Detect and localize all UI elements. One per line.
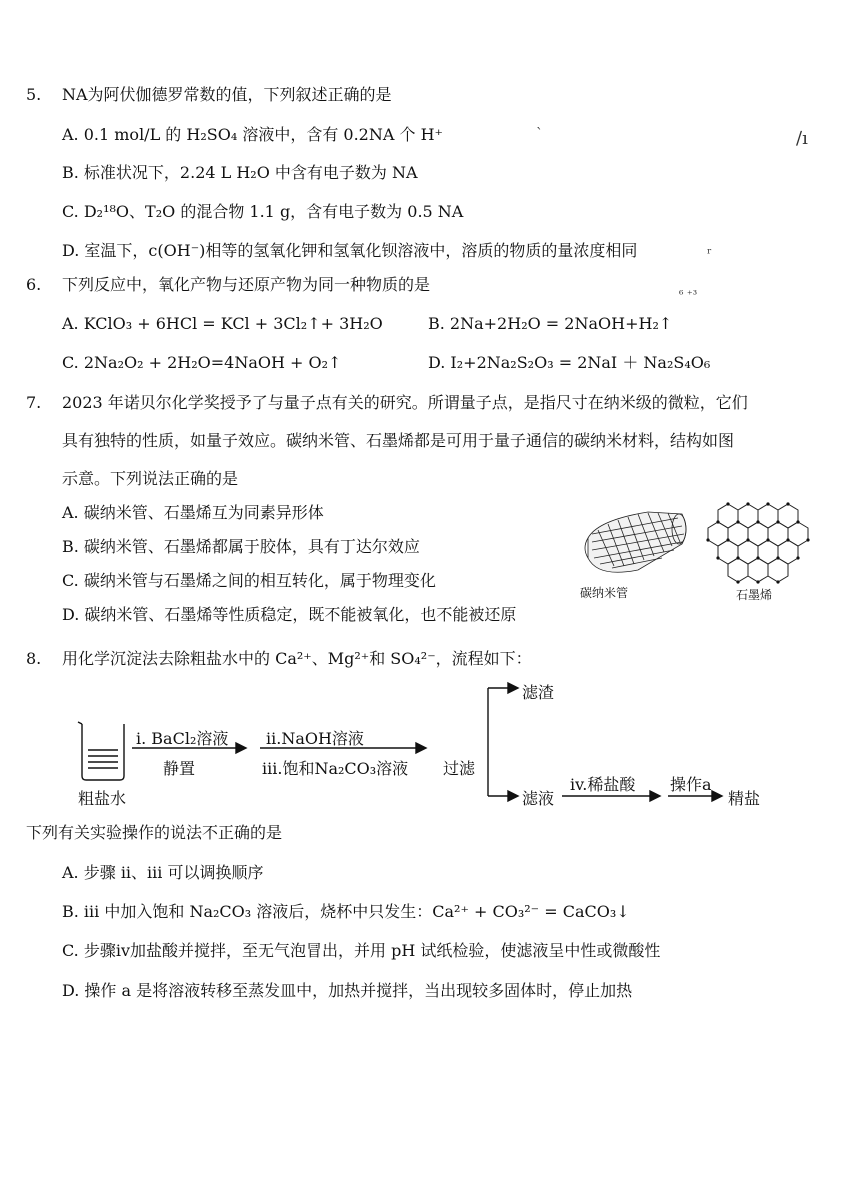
graphene-label: 石墨烯	[736, 588, 773, 602]
q8-option-c: C. 步骤iv加盐酸并搅拌，至无气泡冒出，并用 pH 试纸检验，使滤液呈中性或微酸性	[62, 941, 661, 960]
q5-option-a: A. 0.1 mol/L 的 H₂SO₄ 溶液中，含有 0.2NA 个 H⁺	[62, 125, 443, 144]
flow-filter: 过滤	[443, 759, 476, 778]
q8-option-b: B. iii 中加入饱和 Na₂CO₃ 溶液后，烧杯中只发生：Ca²⁺ + CO₃²⁻ = CaCO₃↓	[62, 902, 630, 921]
flow-filtrate: 滤液	[522, 789, 555, 808]
q7-stem-line-2: 具有独特的性质，如量子效应。碳纳米管、石墨烯都是可用于量子通信的碳纳米材料，结构如图	[62, 431, 735, 450]
handwritten-mark: ˋ	[536, 126, 543, 142]
flow-residue: 滤渣	[522, 683, 555, 702]
q6-option-d: D. I₂+2Na₂S₂O₃ = 2NaI ＋ Na₂S₄O₆	[428, 353, 711, 372]
q5-number: 5.	[26, 85, 42, 104]
handwritten-mark: ⁶ ⁺³	[679, 288, 698, 301]
flow-step1-bottom: 静置	[163, 759, 196, 778]
q6-number: 6.	[26, 275, 42, 294]
q6-stem: 下列反应中，氧化产物与还原产物为同一种物质的是	[62, 275, 431, 294]
q8-stem: 用化学沉淀法去除粗盐水中的 Ca²⁺、Mg²⁺和 SO₄²⁻，流程如下：	[62, 649, 532, 668]
q7-number: 7.	[26, 393, 42, 412]
q8-number: 8.	[26, 649, 42, 668]
flow-step2-bottom: iii.饱和Na₂CO₃溶液	[262, 759, 409, 778]
flow-step4: iv.稀盐酸	[570, 775, 636, 794]
q7-option-d: D. 碳纳米管、石墨烯等性质稳定，既不能被氧化，也不能被还原	[62, 605, 517, 624]
q7-option-c: C. 碳纳米管与石墨烯之间的相互转化，属于物理变化	[62, 571, 436, 590]
flow-start: 粗盐水	[78, 789, 127, 808]
q5-option-c: C. D₂¹⁸O、T₂O 的混合物 1.1 g，含有电子数为 0.5 NA	[62, 202, 464, 221]
q7-option-b: B. 碳纳米管、石墨烯都属于胶体，具有丁达尔效应	[62, 537, 420, 556]
q8-option-d: D. 操作 a 是将溶液转移至蒸发皿中，加热并搅拌，当出现较多固体时，停止加热	[62, 981, 633, 1000]
flow-step1-top: i. BaCl₂溶液	[136, 729, 229, 748]
q5-stem: NA为阿伏伽德罗常数的值，下列叙述正确的是	[62, 85, 392, 104]
q7-stem-line-3: 示意。下列说法正确的是	[62, 469, 239, 488]
nanotube-label: 碳纳米管	[580, 586, 629, 600]
q8-option-a: A. 步骤 ii、iii 可以调换顺序	[62, 863, 264, 882]
q6-option-b: B. 2Na+2H₂O = 2NaOH+H₂↑	[428, 314, 673, 333]
carbon-nanotube-figure	[578, 500, 690, 582]
flow-op-a: 操作a	[670, 775, 712, 794]
handwritten-mark: ʳ	[707, 246, 712, 262]
graphene-figure	[700, 498, 820, 586]
flow-step2-top: ii.NaOH溶液	[266, 729, 364, 748]
q5-option-d: D. 室温下，c(OH⁻)相等的氢氧化钾和氢氧化钡溶液中，溶质的物质的量浓度相同	[62, 241, 638, 260]
q7-option-a: A. 碳纳米管、石墨烯互为同素异形体	[62, 503, 324, 522]
q6-option-c: C. 2Na₂O₂ + 2H₂O=4NaOH + O₂↑	[62, 353, 342, 372]
flow-product: 精盐	[728, 789, 761, 808]
q6-option-a: A. KClO₃ + 6HCl = KCl + 3Cl₂↑+ 3H₂O	[62, 314, 383, 333]
handwritten-mark: ∕ı	[796, 128, 808, 149]
q8-prompt: 下列有关实验操作的说法不正确的是	[26, 823, 283, 842]
q5-option-b: B. 标准状况下，2.24 L H₂O 中含有电子数为 NA	[62, 163, 418, 182]
q7-stem-line-1: 2023 年诺贝尔化学奖授予了与量子点有关的研究。所谓量子点，是指尺寸在纳米级的微粒，它们	[62, 393, 748, 412]
